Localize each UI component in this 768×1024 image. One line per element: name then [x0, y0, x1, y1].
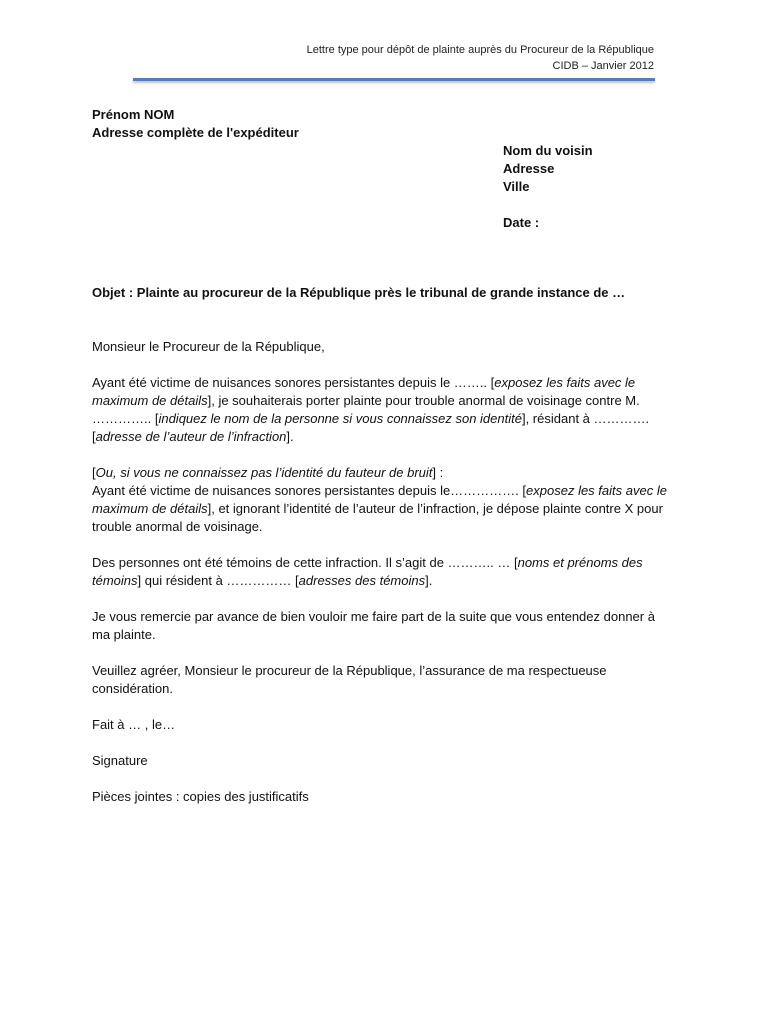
placeholder-text: Ou, si vous ne connaissez pas l’identité du fauteur de bruit: [95, 465, 433, 480]
text: Ayant été victime de nuisances sonores persistantes depuis le …….. [: [92, 375, 495, 390]
paragraph-facts: [92, 374, 676, 446]
sender-address: Adresse complète de l'expéditeur: [92, 125, 299, 140]
paragraph-witnesses: [92, 554, 676, 590]
text: ], résidant à …………. [: [92, 411, 650, 444]
placeholder-text: exposez les faits avec le maximum de détails: [92, 483, 667, 516]
placeholder-text: exposez les faits avec le maximum de détails: [92, 375, 636, 408]
text: Des personnes ont été témoins de cette infraction. Il s’agit de ……….. … [: [92, 555, 518, 570]
text: [: [92, 465, 96, 480]
paragraph-thanks: Je vous remercie par avance de bien vouloir me faire part de la suite que vous entendez donner à ma plainte.: [92, 609, 655, 642]
attachments: Pièces jointes : copies des justificatifs: [92, 789, 309, 804]
recipient-city: Ville: [503, 179, 530, 194]
recipient-address: Adresse: [503, 161, 555, 176]
text: ] qui résident à …………… [: [137, 573, 299, 588]
text: Ayant été victime de nuisances sonores persistantes depuis le……………. [: [92, 483, 527, 498]
text: ], je souhaiterais porter plainte pour trouble anormal de voisinage contre M. ………….. [: [92, 393, 640, 426]
sender-block: [92, 106, 299, 142]
place-date: Fait à … , le…: [92, 717, 176, 732]
header-divider: [133, 78, 655, 81]
salutation: Monsieur le Procureur de la République,: [92, 339, 325, 354]
page-header: [307, 42, 654, 74]
letter-date: Date :: [503, 215, 540, 230]
text: ], et ignorant l’identité de l’auteur de l’infraction, je dépose plainte contre X pour trouble anormal de voisinage.: [92, 501, 663, 534]
placeholder-text: noms et prénoms des témoins: [92, 555, 643, 588]
letter-body: [92, 338, 676, 824]
letter-object: Objet : Plainte au procureur de la République près le tribunal de grande instance de …: [92, 285, 626, 300]
header-subtitle: CIDB – Janvier 2012: [552, 60, 654, 72]
placeholder-text: adresses des témoins: [298, 573, 426, 588]
text: ].: [425, 573, 433, 588]
recipient-block: [503, 142, 593, 232]
paragraph-closing: Veuillez agréer, Monsieur le procureur de la République, l’assurance de ma respectueuse considération.: [92, 663, 607, 696]
recipient-name: Nom du voisin: [503, 143, 593, 158]
placeholder-text: indiquez le nom de la personne si vous connaissez son identité: [158, 411, 522, 426]
header-title: Lettre type pour dépôt de plainte auprès du Procureur de la République: [306, 44, 654, 56]
signature: Signature: [92, 753, 148, 768]
text: ].: [286, 429, 294, 444]
text: ] :: [432, 465, 444, 480]
placeholder-text: adresse de l’auteur de l’infraction: [95, 429, 287, 444]
sender-name: Prénom NOM: [92, 107, 175, 122]
paragraph-unknown-author: [92, 464, 676, 536]
